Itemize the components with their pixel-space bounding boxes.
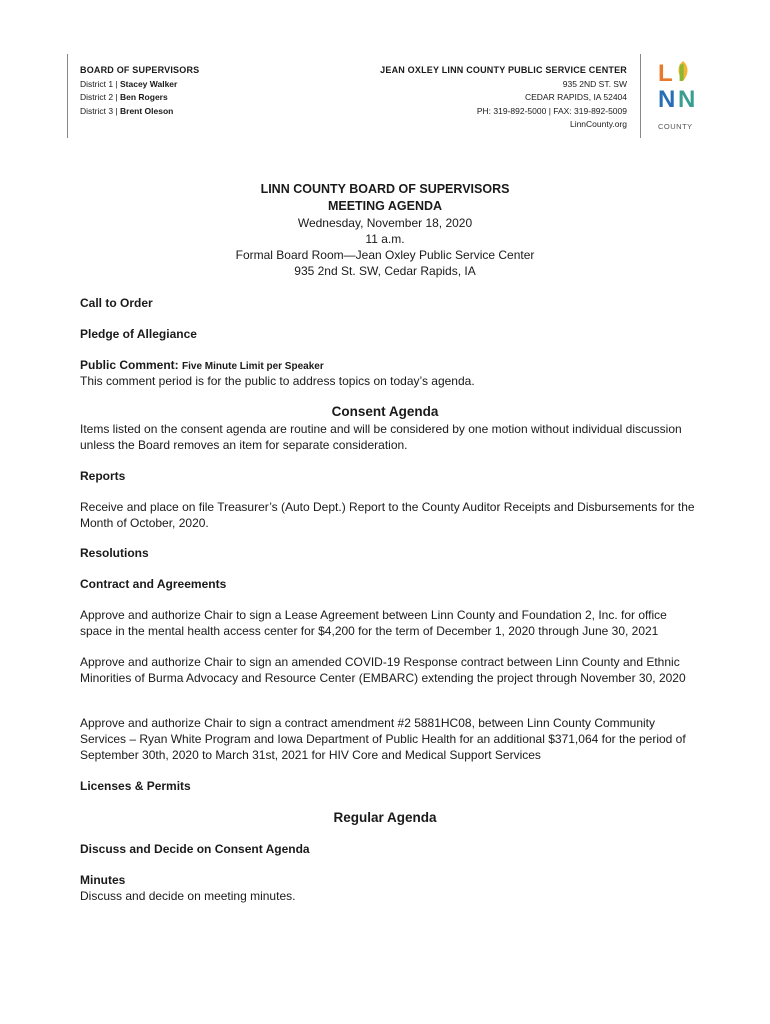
meeting-location: Formal Board Room—Jean Oxley Public Service Center	[235, 248, 535, 262]
licenses-permits-heading: Licenses & Permits	[80, 779, 191, 793]
resolutions-heading: Resolutions	[80, 546, 149, 560]
website-link[interactable]: LinnCounty.org	[569, 119, 627, 129]
address-line-2: CEDAR RAPIDS, IA 52404	[524, 92, 627, 102]
contract-item-2: Approve and authorize Chair to sign an amended COVID-19 Response contract between Linn County and Ethnic Minorities of Burma Advocacy and Resource Center (EMBARC) extending the project through November 30, 2020	[80, 655, 686, 685]
district-3: District 3 | Brent Oleson	[80, 105, 174, 116]
agenda-title-block	[0, 181, 770, 279]
discuss-consent-agenda: Discuss and Decide on Consent Agenda	[80, 842, 310, 856]
meeting-address: 935 2nd St. SW, Cedar Rapids, IA	[294, 264, 476, 278]
reports-heading: Reports	[80, 469, 126, 483]
board-title: BOARD OF SUPERVISORS	[80, 65, 200, 75]
public-comment-heading: Public Comment: Five Minute Limit per Speaker	[80, 358, 324, 372]
linn-county-logo	[656, 60, 702, 132]
service-center-header	[380, 64, 627, 132]
public-comment-text: This comment period is for the public to address topics on today’s agenda.	[80, 374, 475, 388]
address-line-1: 935 2ND ST. SW	[562, 78, 627, 89]
contract-item-3: Approve and authorize Chair to sign a contract amendment #2 5881HC08, between Linn County Community Services – Ryan White Program and Iowa Department of Public Health for an additional $371,064 for the period of September 30th, 2020 to March 31st, 2021 for HIV Core and Medical Support Services	[80, 716, 686, 762]
logo-letter-n1: N	[658, 86, 676, 113]
meeting-time: 11 a.m.	[365, 232, 405, 246]
agenda-subtitle: MEETING AGENDA	[327, 199, 443, 213]
agenda-title: LINN COUNTY BOARD OF SUPERVISORS	[260, 182, 510, 196]
meeting-date: Wednesday, November 18, 2020	[297, 216, 473, 230]
header-right-rule	[640, 54, 641, 138]
service-center-title: JEAN OXLEY LINN COUNTY PUBLIC SERVICE CENTER	[380, 65, 627, 75]
logo-letter-l: L	[658, 60, 673, 87]
regular-agenda-heading: Regular Agenda	[333, 810, 437, 825]
phone-fax: PH: 319-892-5000 | FAX: 319-892-5009	[476, 105, 627, 116]
header-left-rule	[67, 54, 68, 138]
district-1: District 1 | Stacey Walker	[80, 78, 178, 89]
reports-text: Receive and place on file Treasurer’s (Auto Dept.) Report to the County Auditor Receipts and Disbursements for the Month of October, 2020.	[80, 500, 695, 530]
logo-county-text: COUNTY	[658, 122, 693, 131]
contract-item-1: Approve and authorize Chair to sign a Lease Agreement between Linn County and Foundation 2, Inc. for office space in the mental health access center for $4,200 for the term of December 1, 2020 through June 30, 2021	[80, 608, 667, 638]
district-2: District 2 | Ben Rogers	[80, 92, 168, 102]
consent-agenda-heading: Consent Agenda	[331, 404, 439, 419]
contracts-heading: Contract and Agreements	[80, 577, 227, 591]
call-to-order: Call to Order	[80, 296, 153, 310]
minutes-heading: Minutes	[80, 873, 126, 887]
logo-letter-i: I	[678, 60, 685, 87]
pledge-of-allegiance: Pledge of Allegiance	[80, 327, 197, 341]
board-header	[80, 64, 199, 118]
consent-agenda-text: Items listed on the consent agenda are routine and will be considered by one motion without individual discussion unless the Board removes an item for separate consideration.	[80, 422, 682, 452]
minutes-text: Discuss and decide on meeting minutes.	[80, 889, 296, 903]
logo-letter-n2: N	[678, 86, 696, 113]
